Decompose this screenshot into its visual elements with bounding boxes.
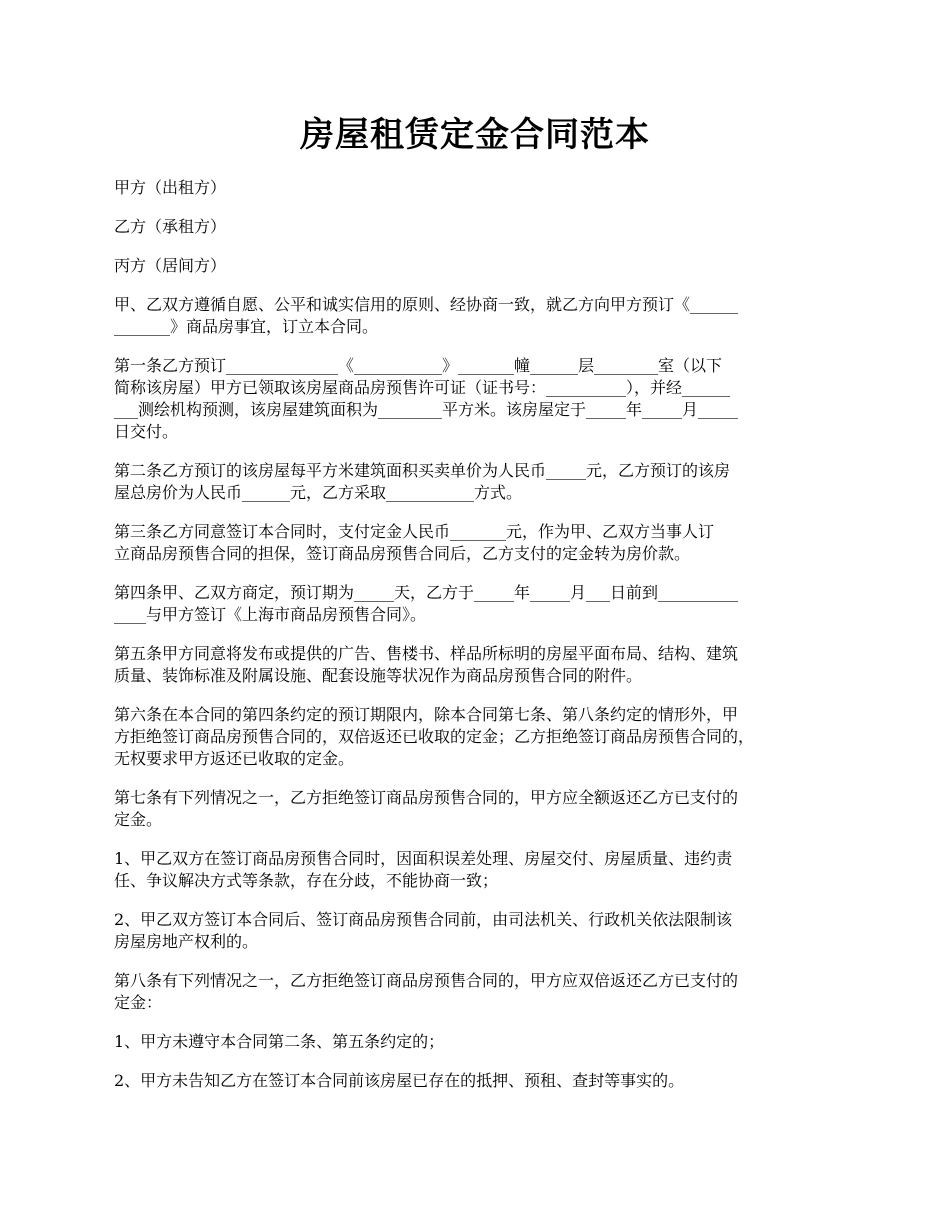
article-7-item-2: 2、甲乙双方签订本合同后、签订商品房预售合同前，由司法机关、行政机关依法限制该 房屋房地产权利的。 xyxy=(114,910,733,951)
party-b-line: 乙方（承租方） xyxy=(114,217,227,236)
article-1: 第一条乙方预订______________《___________》_______幢______层________室（以下 简称该房屋）甲方已领取该房屋商品房预售许可证（证书号：__________），并经______ ___测绘机构预测，该房屋建筑面积为________平方米。该房屋定于_____年_____月_____ 日交付。 xyxy=(114,356,739,441)
article-4: 第四条甲、乙双方商定，预订期为_____天，乙方于_____年_____月___日前到__________ ____与甲方签订《上海市商品房预售合同》。 xyxy=(114,583,739,624)
article-8-item-2: 2、甲方未告知乙方在签订本合同前该房屋已存在的抵押、预租、查封等事实的。 xyxy=(114,1071,685,1090)
article-2: 第二条乙方预订的该房屋每平方米建筑面积买卖单价为人民币_____元，乙方预订的该房 屋总房价为人民币______元，乙方采取___________方式。 xyxy=(114,461,731,502)
article-6: 第六条在本合同的第四条约定的预订期限内，除本合同第七条、第八条约定的情形外，甲 方拒绝签订商品房预售合同的，双倍返还已收取的定金；乙方拒绝签订商品房预售合同的， 无权要求甲方返还已收取的定金。 xyxy=(114,705,755,768)
article-7-item-1: 1、甲乙双方在签订商品房预售合同时，因面积误差处理、房屋交付、房屋质量、违约责 任、争议解决方式等条款，存在分歧，不能协商一致； xyxy=(114,849,733,890)
article-5: 第五条甲方同意将发布或提供的广告、售楼书、样品所标明的房屋平面布局、结构、建筑 质量、装饰标准及附属设施、配套设施等状况作为商品房预售合同的附件。 xyxy=(114,644,739,685)
article-7: 第七条有下列情况之一，乙方拒绝签订商品房预售合同的，甲方应全额返还乙方已支付的 定金。 xyxy=(114,788,739,829)
article-3: 第三条乙方同意签订本合同时，支付定金人民币_______元，作为甲、乙双方当事人订 立商品房预售合同的担保，签订商品房预售合同后，乙方支付的定金转为房价款。 xyxy=(114,522,715,563)
party-c-line: 丙方（居间方） xyxy=(114,256,227,275)
document-body xyxy=(114,177,852,1109)
article-8: 第八条有下列情况之一，乙方拒绝签订商品房预售合同的，甲方应双倍返还乙方已支付的 定金： xyxy=(114,971,739,1012)
party-a-line: 甲方（出租方） xyxy=(114,178,227,197)
article-8-item-1: 1、甲方未遵守本合同第二条、第五条约定的； xyxy=(114,1032,445,1051)
document-title: 房屋租赁定金合同范本 xyxy=(300,115,650,155)
preamble-paragraph: 甲、乙双方遵循自愿、公平和诚实信用的原则、经协商一致，就乙方向甲方预订《______ _______》商品房事宜，订立本合同。 xyxy=(114,295,739,336)
